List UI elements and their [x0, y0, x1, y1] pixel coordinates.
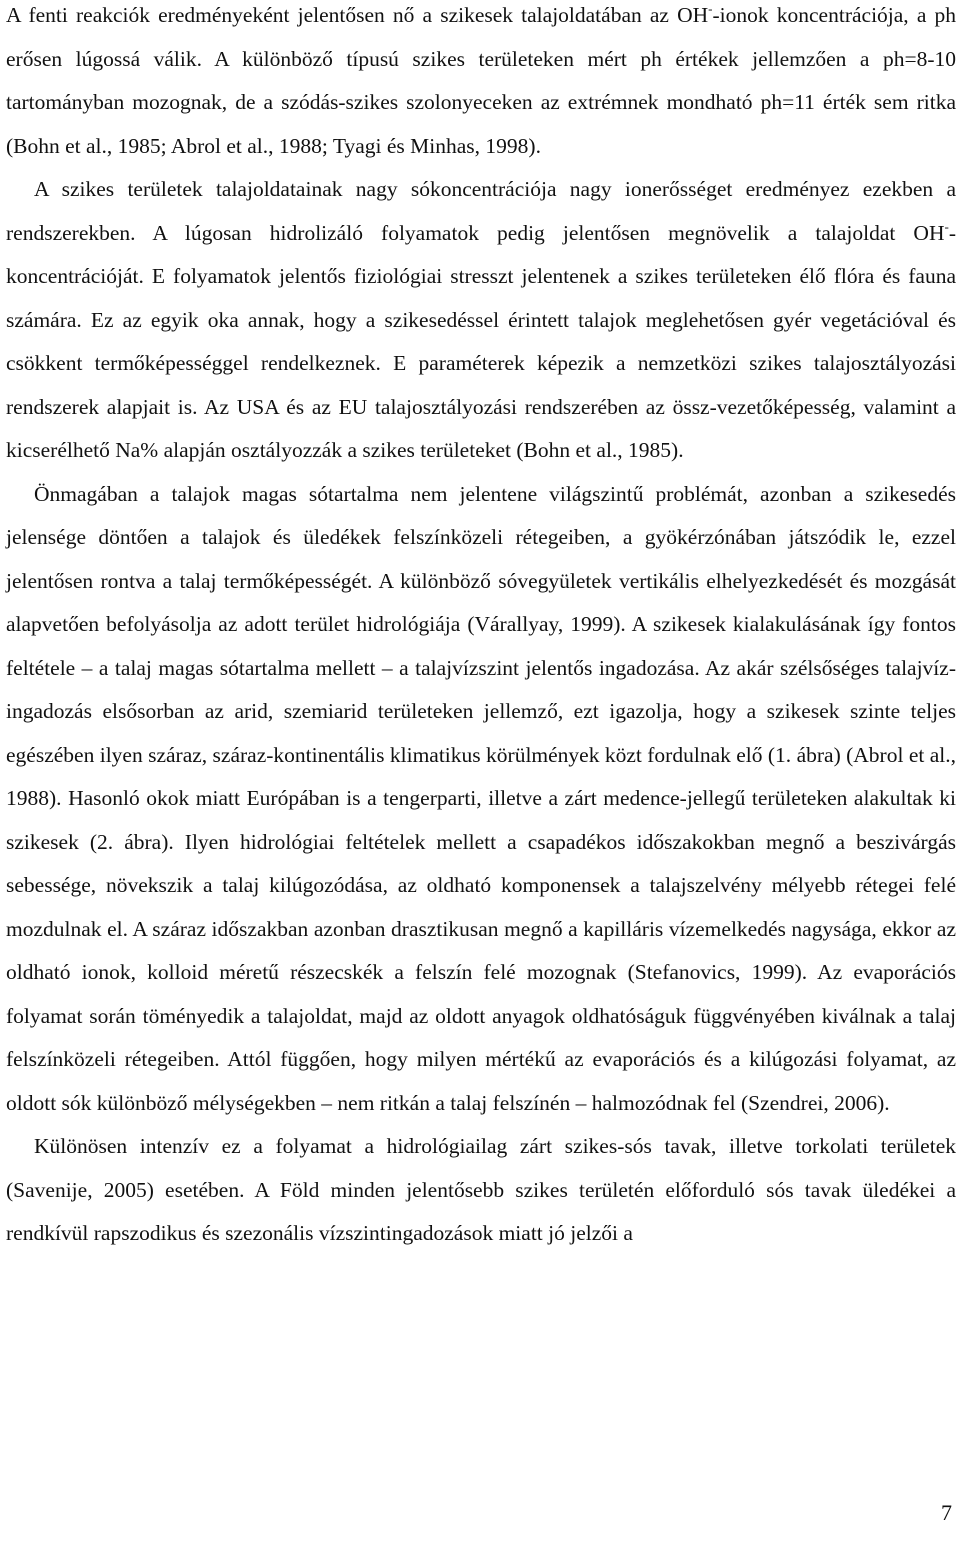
superscript-minus: - — [708, 1, 713, 16]
paragraph-3: Önmagában a talajok magas sótartalma nem jelentene világszintű problémát, azonban a szikesedés jelensége döntően a talajok és üledékek felszínközeli rétegeiben, a gyökérzónában játszódik le, ezzel jelentősen rontva a talaj termőképességét. A különböző sóvegyületek vertikális elhelyezkedését és mozgását alapvetően befolyásolja az adott terület hidrológiája (Várallyay, 1999). A szikesek kialakulásának így fontos feltétele – a talaj magas sótartalma mellett – a talajvízszint jelentős ingadozása. Az akár szélsőséges talajvíz-ingadozás elsősorban az arid, szemiarid területeken jellemző, ezt igazolja, hogy a szikesek szinte teljes egészében ilyen száraz, száraz-kontinentális klimatikus körülmények közt fordulnak elő (1. ábra) (Abrol et al., 1988). Hasonló okok miatt Európában is a tengerparti, illetve a zárt medence-jellegű területeken alakultak ki szikesek (2. ábra). Ilyen hidrológiai feltételek mellett a csapadékos időszakokban megnő a beszivárgás sebessége, növekszik a talaj kilúgozódása, az oldható komponensek a talajszelvény mélyebb rétegei felé mozdulnak el. A száraz időszakban azonban drasztikusan megnő a kapilláris vízemelkedés nagysága, ekkor az oldható ionok, kolloid méretű részecskék a felszín felé mozognak (Stefanovics, 1999). Az evaporációs folyamat során töményedik a talajoldat, majd az oldott anyagok oldhatóságuk függvényében kiválnak a talaj felszínközeli rétegeiben. Attól függően, hogy milyen mértékű az evaporációs és a kilúgozási folyamat, az oldott sók különböző mélységekben – nem ritkán a talaj felszínén – halmozódnak fel (Szendrei, 2006). — [6, 481, 956, 1115]
document-page — [6, 0, 956, 1256]
paragraph-1-text-b: -ionok koncentrációja, a ph erősen lúgossá válik. A különböző típusú szikes területeken mért ph értékek jellemzően a ph=8-10 tartományban mozognak, de a szódás-szikes szolonyeceken az extrémnek mondható ph=11 érték sem ritka (Bohn et al., 1985; Abrol et al., 1988; Tyagi és Minhas, 1998). — [6, 3, 956, 158]
paragraph-1 — [6, 0, 956, 168]
paragraph-1-text-a: A fenti reakciók eredményeként jelentősen nő a szikesek talajoldatában az OH — [6, 3, 709, 27]
paragraph-2-text-a: A szikes területek talajoldatainak nagy sókoncentrációja nagy ionerősséget eredményez ezekben a rendszerekben. A lúgosan hidrolizáló folyamatok pedig jelentősen megnövelik a talajoldat OH — [6, 177, 956, 245]
paragraph-2-text-b: -koncentrációját. E folyamatok jelentős fiziológiai stresszt jelentenek a szikes területeken élő flóra és fauna számára. Ez az egyik oka annak, hogy a szikesedéssel érintett talajok meglehetősen gyér vegetációval és csökkent termőképességgel rendelkeznek. E paraméterek képezik a nemzetközi szikes talajosztályozási rendszerek alapjait is. Az USA és az EU talajosztályozási rendszerében az össz-vezetőképesség, valamint a kicserélhető Na% alapján osztályozzák a szikes területeket (Bohn et al., 1985). — [6, 220, 956, 462]
page-number: 7 — [941, 1500, 952, 1525]
paragraph-4: Különösen intenzív ez a folyamat a hidrológiailag zárt szikes-sós tavak, illetve torkolati területek (Savenije, 2005) esetében. A Föld minden jelentősebb szikes területén előforduló sós tavak üledékei a rendkívül rapszodikus és szezonális vízszintingadozások miatt jó jelzői a — [6, 1134, 956, 1245]
paragraph-2 — [6, 168, 956, 473]
superscript-minus: - — [944, 218, 949, 234]
